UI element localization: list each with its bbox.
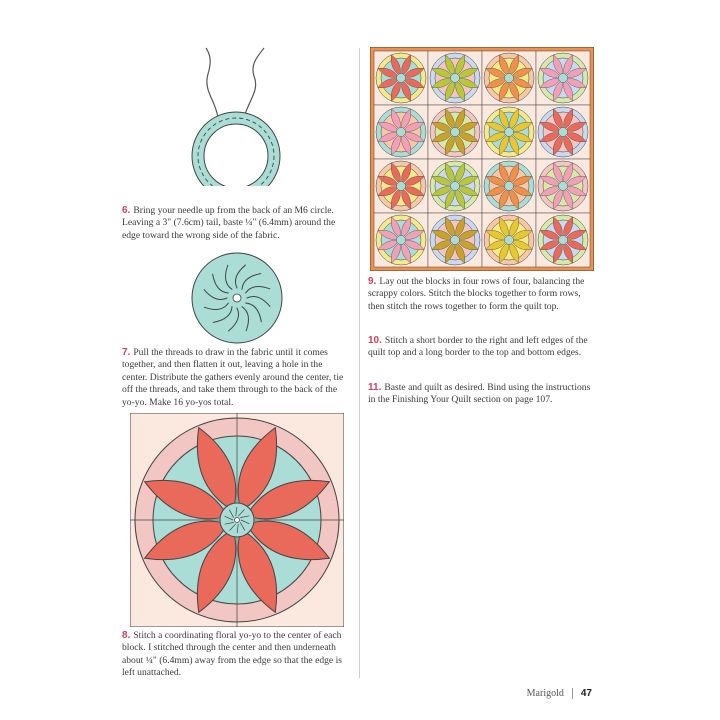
gathered-yoyo-illustration (190, 251, 284, 345)
step-text: Pull the threads to draw in the fabric until it comes together, and then flatten it out, leaving a hole in the center. Distribute the gathers evenly around the center, tie off the threads, and take them through to the back of the yo-yo. Make 16 yo-yos total. (122, 347, 344, 408)
quilt-block (482, 159, 536, 213)
quilt-block (482, 51, 536, 105)
page-number: 47 (580, 688, 592, 699)
step-11 (368, 382, 592, 407)
quilt-block (374, 51, 428, 105)
quilt-block (374, 213, 428, 267)
page-footer (527, 688, 592, 699)
marigold-block-illustration (130, 413, 344, 627)
step-text: Lay out the blocks in four rows of four, balancing the scrappy colors. Stitch the blocks together to form rows, then stitch the rows together to form the quilt top. (368, 276, 585, 312)
quilt-block (374, 159, 428, 213)
quilt-block (482, 105, 536, 159)
step-number: 10. (368, 335, 382, 346)
step-text: Stitch a short border to the right and left edges of the quilt top and a long border to the top and bottom edges. (368, 335, 588, 359)
step-9 (368, 276, 592, 313)
quilt-block (482, 213, 536, 267)
step-text: Baste and quilt as desired. Bind using the instructions in the Finishing Your Quilt section on page 107. (368, 382, 591, 406)
quilt-block (428, 213, 482, 267)
quilt-block (428, 105, 482, 159)
column-divider (359, 48, 360, 678)
step-text: Bring your needle up from the back of an M6 circle. Leaving a 3" (7.6cm) tail, baste ¼" (6.4mm) around the edge toward the wrong side of the fabric. (122, 205, 336, 241)
step-8 (122, 630, 348, 680)
step-7 (122, 347, 348, 409)
basted-circle-illustration (188, 46, 284, 186)
footer-separator (572, 688, 573, 699)
step-10 (368, 335, 592, 360)
step-number: 6. (122, 205, 131, 216)
quilt-block (536, 159, 590, 213)
quilt-block (428, 159, 482, 213)
step-number: 11. (368, 382, 382, 393)
quilt-block (374, 105, 428, 159)
step-number: 8. (122, 630, 131, 641)
step-text: Stitch a coordinating floral yo-yo to the center of each block. I stitched through the center and then underneath about ¼" (6.4mm) away from the edge so that the edge is left unattached. (122, 630, 342, 679)
quilt-block (536, 51, 590, 105)
step-number: 7. (122, 347, 131, 358)
step-number: 9. (368, 276, 377, 287)
quilt-top-illustration (370, 47, 594, 271)
footer-section-title: Marigold (526, 688, 564, 699)
quilt-block (536, 213, 590, 267)
quilt-block (536, 105, 590, 159)
step-6 (122, 205, 348, 242)
quilt-block (428, 51, 482, 105)
